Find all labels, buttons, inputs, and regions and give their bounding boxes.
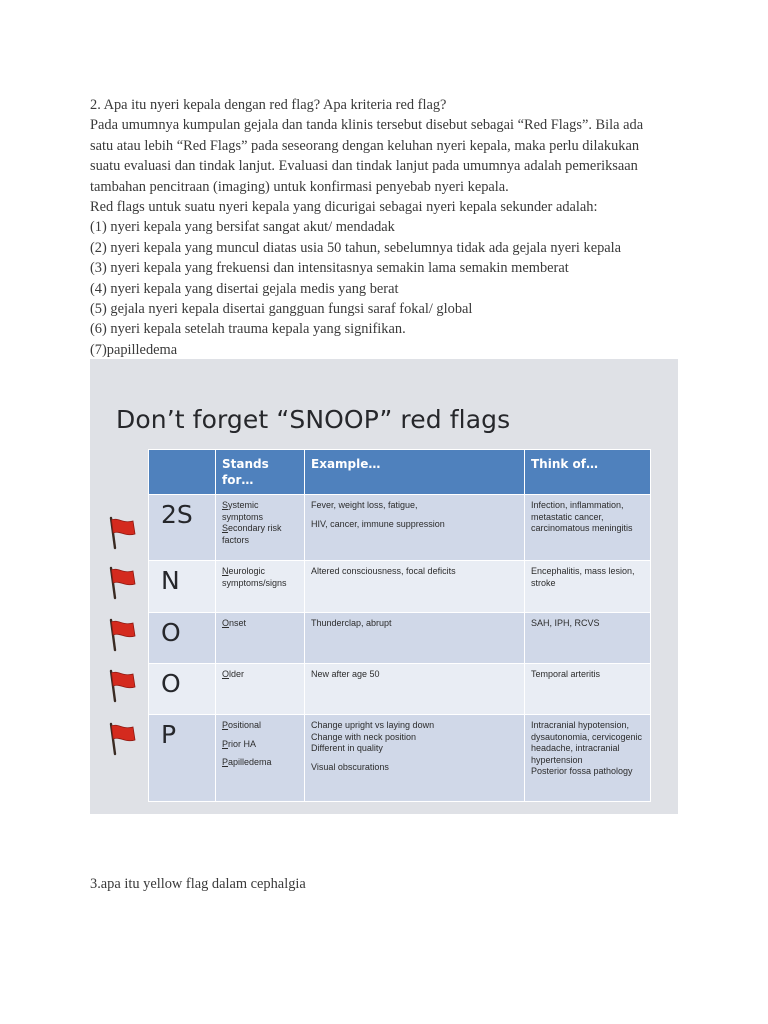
think-of-cell: Intracranial hypotension, dysautonomia, cervicogenic headache, intracranial hypertension Posterior fossa pathology — [525, 715, 651, 802]
table-row — [149, 495, 651, 561]
header-example: Example… — [305, 450, 525, 495]
question-heading: 2. Apa itu nyeri kepala dengan red flag? Apa kriteria red flag? — [90, 97, 447, 113]
example-cell: Change upright vs laying down Change with neck position Different in quality Visual obscurations — [305, 715, 525, 802]
red-flag-icon — [106, 514, 136, 550]
table-row — [149, 664, 651, 715]
snoop-letter: 2S — [149, 495, 216, 561]
think-of-cell: Encephalitis, mass lesion, stroke — [525, 561, 651, 613]
red-flag-item: (5) gejala nyeri kepala disertai gangguan fungsi saraf fokal/ global — [90, 301, 473, 318]
snoop-letter: O — [149, 664, 216, 715]
red-flag-icon — [106, 667, 136, 703]
stands-for-cell: Systemic symptoms Secondary risk factors — [216, 495, 305, 561]
stands-for-cell: Positional Prior HA Papilledema — [216, 715, 305, 802]
stands-for-cell: Onset — [216, 613, 305, 664]
red-flag-icon — [106, 564, 136, 600]
red-flag-item: (6) nyeri kepala setelah trauma kepala yang signifikan. — [90, 321, 406, 338]
paragraph-line: tambahan pencitraan (imaging) untuk konfirmasi penyebab nyeri kepala. — [90, 178, 509, 195]
slide-title: Don’t forget “SNOOP” red flags — [116, 405, 511, 434]
document-text — [90, 95, 690, 360]
paragraph-line: suatu evaluasi dan tindak lanjut. Evaluasi dan tindak lanjut pada umumnya adalah pemeriksaan — [90, 158, 638, 175]
red-flag-item: (7)papilledema — [90, 341, 178, 358]
paragraph-line: satu atau lebih “Red Flags” pada seseorang dengan keluhan nyeri kepala, maka perlu dilakukan — [90, 137, 640, 154]
red-flag-item: (2) nyeri kepala yang muncul diatas usia 50 tahun, sebelumnya tidak ada gejala nyeri kepala — [90, 239, 622, 256]
table-header-row — [149, 450, 651, 495]
red-flag-item: (3) nyeri kepala yang frekuensi dan intensitasnya semakin lama semakin memberat — [90, 260, 569, 277]
red-flag-icon — [106, 720, 136, 756]
think-of-cell: SAH, IPH, RCVS — [525, 613, 651, 664]
red-flag-item: (1) nyeri kepala yang bersifat sangat akut/ mendadak — [90, 219, 395, 236]
example-cell: Thunderclap, abrupt — [305, 613, 525, 664]
snoop-letter: P — [149, 715, 216, 802]
red-flag-item: (4) nyeri kepala yang disertai gejala medis yang berat — [90, 280, 399, 297]
header-think-of: Think of… — [525, 450, 651, 495]
think-of-cell: Temporal arteritis — [525, 664, 651, 715]
think-of-cell: Infection, inflammation, metastatic cancer, carcinomatous meningitis — [525, 495, 651, 561]
snoop-letter: N — [149, 561, 216, 613]
header-letter — [149, 450, 216, 495]
example-cell: Fever, weight loss, fatigue, HIV, cancer, immune suppression — [305, 495, 525, 561]
header-stands-for: Stands for… — [216, 450, 305, 495]
stands-for-cell: Older — [216, 664, 305, 715]
paragraph-line: Pada umumnya kumpulan gejala dan tanda klinis tersebut disebut sebagai “Red Flags”. Bila ada — [90, 117, 644, 134]
example-cell: Altered consciousness, focal deficits — [305, 561, 525, 613]
snoop-slide-image — [90, 359, 678, 814]
stands-for-cell: Neurologic symptoms/signs — [216, 561, 305, 613]
table-row — [149, 613, 651, 664]
paragraph-line: Red flags untuk suatu nyeri kepala yang dicurigai sebagai nyeri kepala sekunder adalah: — [90, 199, 598, 216]
snoop-letter: O — [149, 613, 216, 664]
next-question-heading: 3.apa itu yellow flag dalam cephalgia — [90, 876, 306, 892]
snoop-table — [148, 449, 651, 802]
table-row — [149, 715, 651, 802]
red-flag-icon — [106, 616, 136, 652]
example-cell: New after age 50 — [305, 664, 525, 715]
table-row — [149, 561, 651, 613]
